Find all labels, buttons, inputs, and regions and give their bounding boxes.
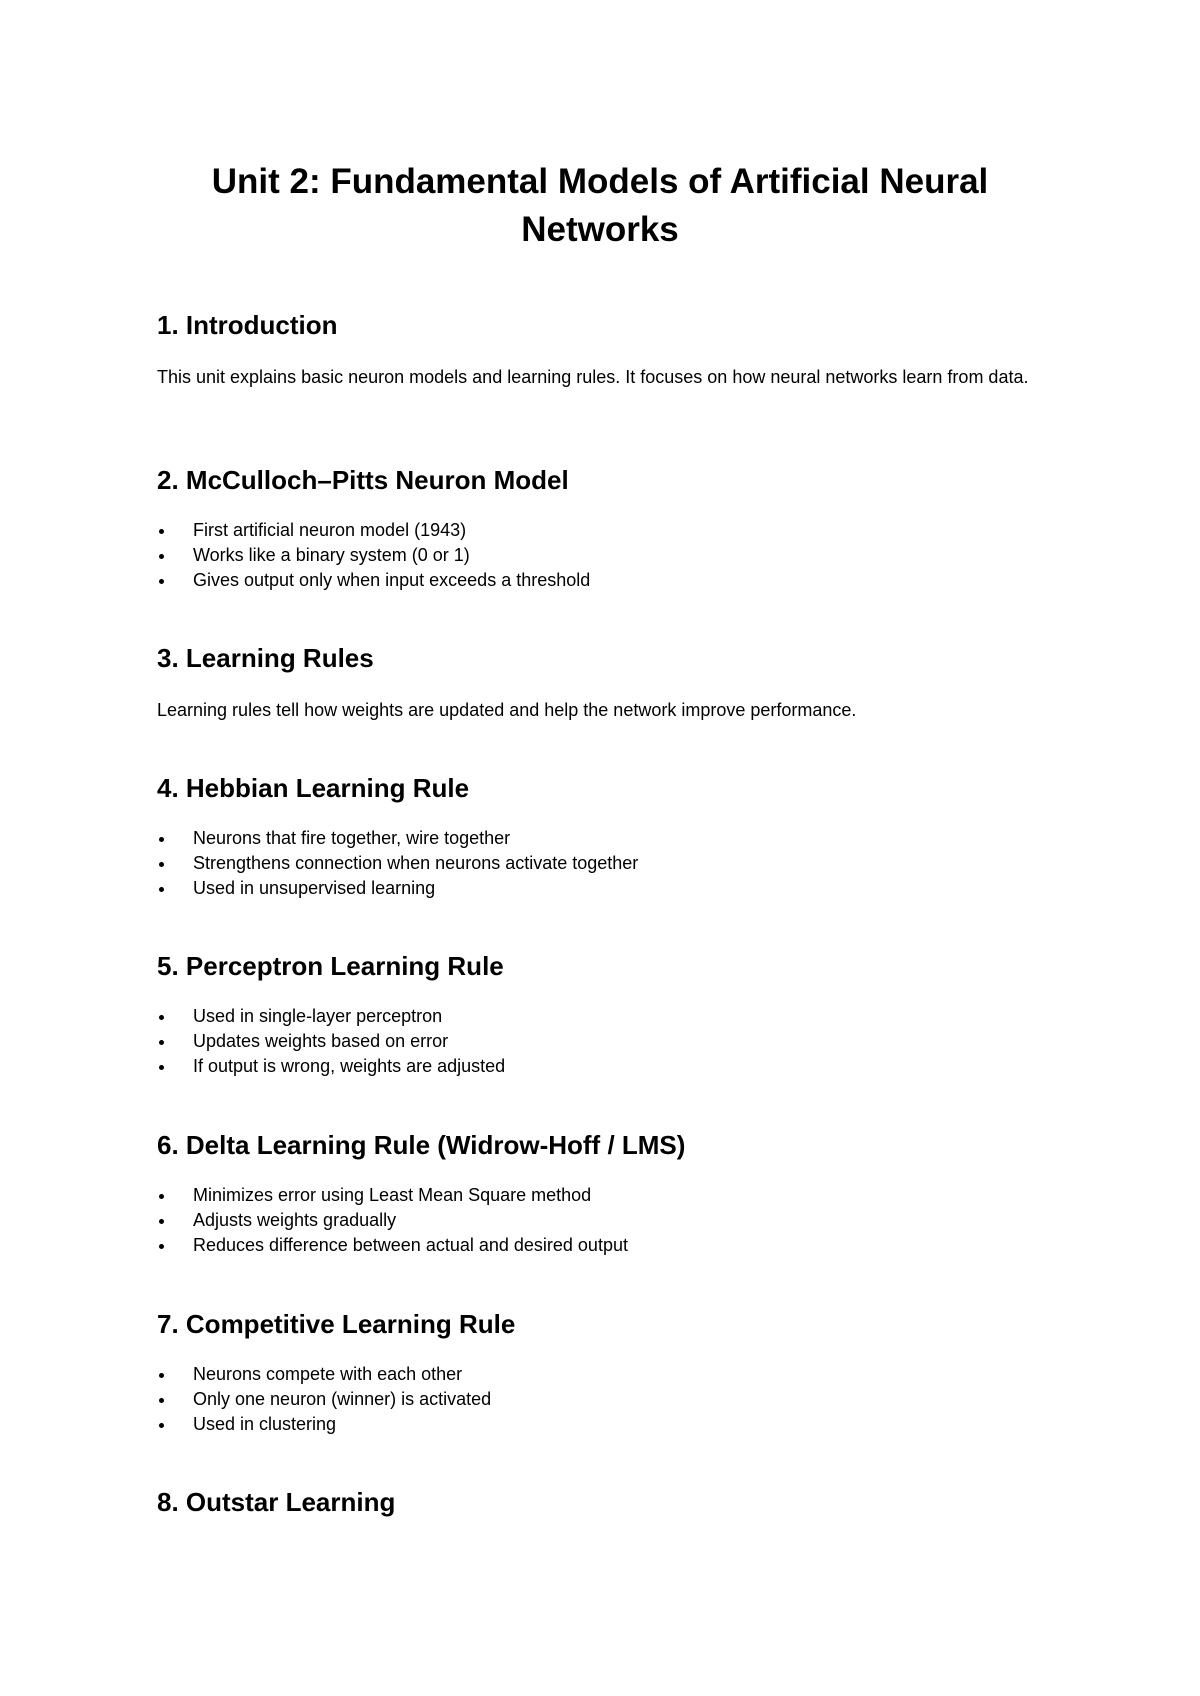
- bullet-list: [157, 1183, 1057, 1258]
- bullet-item: Works like a binary system (0 or 1): [157, 543, 1057, 568]
- bullet-item: Used in clustering: [157, 1412, 1057, 1437]
- section-learning-rules: [157, 642, 1057, 723]
- bullet-item: Updates weights based on error: [157, 1029, 1057, 1054]
- bullet-list: [157, 1004, 1057, 1079]
- bullet-item: First artificial neuron model (1943): [157, 518, 1057, 543]
- bullet-item: Adjusts weights gradually: [157, 1208, 1057, 1233]
- bullet-list: [157, 826, 1057, 901]
- bullet-list: [157, 518, 1057, 593]
- bullet-item: Reduces difference between actual and desired output: [157, 1233, 1057, 1258]
- section-paragraph: Learning rules tell how weights are updated and help the network improve performance.: [157, 700, 857, 720]
- bullet-item: Minimizes error using Least Mean Square method: [157, 1183, 1057, 1208]
- bullet-item: Only one neuron (winner) is activated: [157, 1387, 1057, 1412]
- section-heading: 3. Learning Rules: [157, 643, 374, 673]
- bullet-item: Strengthens connection when neurons activate together: [157, 851, 1057, 876]
- bullet-item: Neurons compete with each other: [157, 1362, 1057, 1387]
- bullet-item: Used in unsupervised learning: [157, 876, 1057, 901]
- section-delta: [157, 1129, 1057, 1258]
- section-heading: 5. Perceptron Learning Rule: [157, 951, 504, 981]
- bullet-item: Gives output only when input exceeds a threshold: [157, 568, 1057, 593]
- section-heading: 2. McCulloch–Pitts Neuron Model: [157, 465, 569, 495]
- section-heading: 8. Outstar Learning: [157, 1487, 396, 1517]
- section-outstar: [157, 1486, 1057, 1518]
- bullet-item: Neurons that fire together, wire together: [157, 826, 1057, 851]
- section-hebbian: [157, 772, 1057, 901]
- section-heading: 7. Competitive Learning Rule: [157, 1309, 516, 1339]
- section-competitive: [157, 1308, 1057, 1437]
- bullet-item: Used in single-layer perceptron: [157, 1004, 1057, 1029]
- section-heading: 4. Hebbian Learning Rule: [157, 773, 470, 803]
- bullet-item: If output is wrong, weights are adjusted: [157, 1054, 1057, 1079]
- section-heading: 1. Introduction: [157, 310, 338, 340]
- document-title: Unit 2: Fundamental Models of Artificial Neural Networks: [211, 162, 989, 249]
- section-paragraph: This unit explains basic neuron models and learning rules. It focuses on how neural networks learn from data.: [157, 367, 1029, 387]
- section-mcculloch-pitts: [157, 464, 1057, 593]
- section-introduction: [157, 309, 1057, 390]
- bullet-list: [157, 1362, 1057, 1437]
- section-perceptron: [157, 950, 1057, 1079]
- section-heading: 6. Delta Learning Rule (Widrow-Hoff / LMS): [157, 1130, 686, 1160]
